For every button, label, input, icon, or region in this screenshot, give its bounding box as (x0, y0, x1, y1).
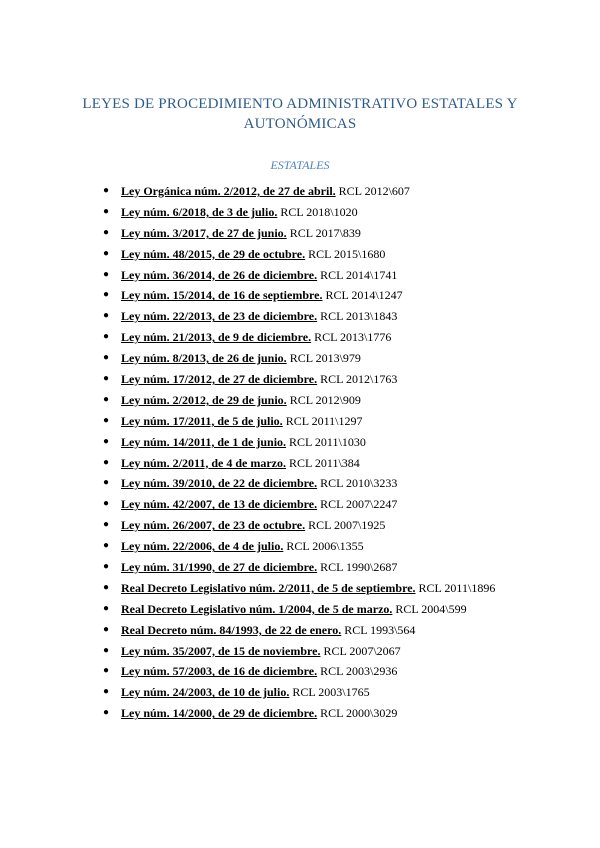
bullet-icon: ● (103, 707, 110, 719)
law-link[interactable]: Real Decreto Legislativo núm. 1/2004, de 5 de marzo. (121, 601, 393, 616)
document-title: LEYES DE PROCEDIMIENTO ADMINISTRATIVO ESTATALES Y AUTONÓMICAS (82, 96, 518, 132)
bullet-icon: ● (103, 519, 110, 531)
bullet-icon: ● (103, 540, 110, 552)
bullet-icon: ● (103, 623, 110, 635)
law-reference: RCL 1990\2687 (317, 560, 398, 575)
law-list-item (103, 223, 495, 244)
bullet-icon: ● (103, 644, 110, 656)
bullet-icon: ● (103, 331, 110, 343)
law-link[interactable]: Ley núm. 42/2007, de 13 de diciembre. (121, 497, 318, 512)
bullet-icon: ● (103, 310, 110, 322)
law-reference: RCL 2012\1763 (317, 372, 398, 387)
bullet-icon: ● (103, 435, 110, 447)
law-list-item (103, 369, 495, 390)
law-list-item (103, 390, 495, 411)
law-list-item (103, 285, 495, 306)
law-reference: RCL 2011\1896 (415, 580, 496, 595)
law-link[interactable]: Ley núm. 36/2014, de 26 de diciembre. (121, 267, 318, 282)
section-heading: ESTATALES (270, 158, 330, 172)
law-link[interactable]: Ley núm. 26/2007, de 23 de octubre. (121, 518, 306, 533)
law-reference: RCL 2017\839 (286, 225, 361, 240)
law-reference: RCL 2007\2247 (317, 497, 398, 512)
law-list-item (103, 682, 495, 703)
law-link[interactable]: Ley núm. 22/2006, de 4 de julio. (121, 539, 284, 554)
bullet-icon: ● (103, 686, 110, 698)
law-reference: RCL 2011\384 (286, 455, 360, 470)
law-reference: RCL 2000\3029 (317, 706, 398, 721)
bullet-icon: ● (103, 456, 110, 468)
law-list-item (103, 578, 495, 599)
law-link[interactable]: Ley núm. 31/1990, de 27 de diciembre. (121, 560, 318, 575)
law-link[interactable]: Real Decreto Legislativo núm. 2/2011, de 5 de septiembre. (121, 580, 416, 595)
law-link[interactable]: Ley núm. 14/2000, de 29 de diciembre. (121, 706, 318, 721)
law-link[interactable]: Ley núm. 15/2014, de 16 de septiembre. (121, 288, 323, 303)
law-list-item (103, 515, 495, 536)
bullet-icon: ● (103, 477, 110, 489)
law-list-item (103, 557, 495, 578)
law-link[interactable]: Ley núm. 3/2017, de 27 de junio. (121, 225, 287, 240)
law-reference: RCL 2011\1030 (286, 434, 366, 449)
law-reference: RCL 2012\909 (286, 392, 361, 407)
law-list-item (103, 202, 495, 223)
law-reference: RCL 2014\1247 (322, 288, 403, 303)
bullet-icon: ● (103, 373, 110, 385)
bullet-icon: ● (103, 226, 110, 238)
bullet-icon: ● (103, 561, 110, 573)
bullet-icon: ● (103, 205, 110, 217)
law-list-item (103, 620, 495, 641)
bullet-icon: ● (103, 665, 110, 677)
law-link[interactable]: Ley núm. 21/2013, de 9 de diciembre. (121, 330, 312, 345)
law-reference: RCL 2014\1741 (317, 267, 398, 282)
bullet-icon: ● (103, 185, 110, 196)
law-reference: RCL 2015\1680 (305, 246, 386, 261)
bullet-icon: ● (103, 498, 110, 510)
bullet-icon: ● (103, 414, 110, 426)
law-link[interactable]: Ley núm. 22/2013, de 23 de diciembre. (121, 309, 318, 324)
bullet-icon: ● (103, 602, 110, 614)
bullet-icon: ● (103, 268, 110, 280)
law-list-item (103, 181, 495, 202)
law-link[interactable]: Ley núm. 17/2011, de 5 de julio. (121, 413, 283, 428)
law-list-item (103, 641, 495, 662)
law-reference: RCL 2013\1843 (317, 309, 398, 324)
law-list-item (103, 432, 495, 453)
law-link[interactable]: Ley núm. 2/2012, de 29 de junio. (121, 392, 287, 407)
law-link[interactable]: Ley núm. 14/2011, de 1 de junio. (121, 434, 287, 449)
law-list-item (103, 599, 495, 620)
law-link[interactable]: Ley Orgánica núm. 2/2012, de 27 de abril. (121, 184, 336, 198)
bullet-icon: ● (103, 352, 110, 364)
law-link[interactable]: Ley núm. 17/2012, de 27 de diciembre. (121, 372, 318, 387)
law-reference: RCL 2003\2936 (317, 664, 398, 679)
law-link[interactable]: Ley núm. 35/2007, de 15 de noviembre. (121, 643, 321, 658)
law-link[interactable]: Ley núm. 39/2010, de 22 de diciembre. (121, 476, 318, 491)
law-link[interactable]: Real Decreto núm. 84/1993, de 22 de enero. (121, 622, 342, 637)
law-list-item (103, 473, 495, 494)
law-link[interactable]: Ley núm. 8/2013, de 26 de junio. (121, 351, 287, 366)
law-reference: RCL 2006\1355 (283, 539, 364, 554)
law-list-item (103, 661, 495, 682)
law-list-item (103, 494, 495, 515)
law-reference: RCL 1993\564 (341, 622, 416, 637)
law-reference: RCL 2013\1776 (311, 330, 392, 345)
law-list-item (103, 536, 495, 557)
law-reference: RCL 2011\1297 (282, 413, 363, 428)
law-list-item (103, 411, 495, 432)
bullet-icon: ● (103, 289, 110, 301)
law-reference: RCL 2004\599 (392, 601, 467, 616)
law-reference: RCL 2007\1925 (305, 518, 386, 533)
bullet-icon: ● (103, 393, 110, 405)
law-list-item (103, 327, 495, 348)
law-reference: RCL 2010\3233 (317, 476, 398, 491)
law-link[interactable]: Ley núm. 2/2011, de 4 de marzo. (121, 455, 286, 470)
law-list-item (103, 306, 495, 327)
bullet-icon: ● (103, 581, 110, 593)
law-link[interactable]: Ley núm. 6/2018, de 3 de julio. (121, 204, 278, 219)
law-list-item (103, 703, 495, 724)
law-list (103, 181, 495, 724)
law-list-item (103, 265, 495, 286)
law-list-item (103, 244, 495, 265)
law-reference: RCL 2007\2067 (320, 643, 401, 658)
law-link[interactable]: Ley núm. 48/2015, de 29 de octubre. (121, 246, 306, 261)
law-reference: RCL 2012\607 (335, 184, 410, 198)
law-reference: RCL 2003\1765 (289, 685, 370, 700)
law-link[interactable]: Ley núm. 24/2003, de 10 de julio. (121, 685, 290, 700)
law-list-item (103, 453, 495, 474)
law-list-item (103, 348, 495, 369)
law-reference: RCL 2018\1020 (277, 204, 358, 219)
bullet-icon: ● (103, 247, 110, 259)
law-link[interactable]: Ley núm. 57/2003, de 16 de diciembre. (121, 664, 318, 679)
law-reference: RCL 2013\979 (286, 351, 361, 366)
